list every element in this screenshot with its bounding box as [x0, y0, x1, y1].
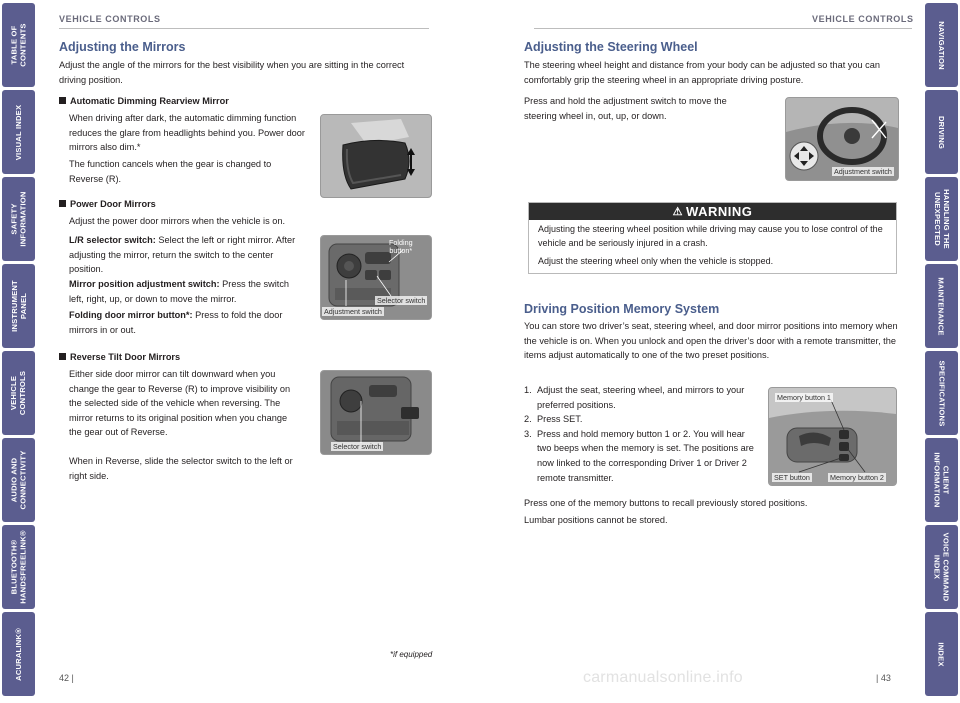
tab-visual-index[interactable]: VISUAL INDEX — [2, 90, 35, 174]
step-text: Press SET. — [537, 414, 583, 425]
auto-dim-heading: Automatic Dimming Rearview Mirror — [59, 96, 229, 106]
tab-navigation[interactable]: NAVIGATION — [925, 3, 958, 87]
memory-recall-text: Press one of the memory buttons to recall previously stored positions. — [524, 498, 808, 508]
steering-wheel-image — [785, 97, 899, 181]
folding-button-text: Press to fold the door mirrors in or out. — [69, 310, 283, 335]
tab-vehicle-controls[interactable]: VEHICLE CONTROLS — [2, 351, 35, 435]
tab-table-of-contents[interactable]: TABLE OF CONTENTS — [2, 3, 35, 87]
power-mirrors-heading: Power Door Mirrors — [59, 199, 156, 209]
tab-safety-information[interactable]: SAFETY INFORMATION — [2, 177, 35, 261]
tab-acuralink[interactable]: ACURALINK® — [2, 612, 35, 696]
steering-intro: The steering wheel height and distance from your body can be adjusted so that you can comfortably grip the steering wheel in an appropriate driving posture. — [524, 60, 880, 85]
rearview-mirror-drawing — [321, 115, 431, 197]
tab-audio-connectivity[interactable]: AUDIO AND CONNECTIVITY — [2, 438, 35, 522]
folding-button-label: Folding door mirror button*: — [69, 310, 193, 320]
mirror-switch-image — [320, 235, 432, 320]
lr-selector-label: L/R selector switch: — [69, 235, 156, 245]
folding-button-caption: Folding button* — [389, 238, 413, 255]
tab-driving[interactable]: DRIVING — [925, 90, 958, 174]
steering-title: Adjusting the Steering Wheel — [524, 40, 698, 54]
reverse-tilt-slide-text: When in Reverse, slide the selector switch to the left or right side. — [69, 456, 293, 481]
if-equipped-footnote: *if equipped — [390, 650, 433, 659]
step-text: Press and hold memory button 1 or 2. You will hear two beeps when the memory is set. The positions are now linked to the corresponding Driver 1 or Driver 2 remote transmitter. — [537, 428, 754, 483]
memory-step — [524, 412, 754, 427]
memory-title: Driving Position Memory System — [524, 302, 720, 316]
left-head-rule — [59, 28, 429, 29]
warning-label: WARNING — [686, 204, 753, 219]
right-page-number: | 43 — [876, 673, 891, 683]
left-page-number: 42 | — [59, 673, 74, 683]
tab-client-information[interactable]: CLIENT INFORMATION — [925, 438, 958, 522]
warning-text: Adjusting the steering wheel position while driving may cause you to lose control of the vehicle and be seriously injured in a crash. — [538, 224, 883, 248]
tab-instrument-panel[interactable]: INSTRUMENT PANEL — [2, 264, 35, 348]
auto-dim-cancel-text: The function cancels when the gear is changed to Reverse (R). — [69, 159, 272, 184]
lumbar-text: Lumbar positions cannot be stored. — [524, 515, 668, 525]
tab-index[interactable]: INDEX — [925, 612, 958, 696]
step-text: Adjust the seat, steering wheel, and mirrors to your preferred positions. — [537, 385, 745, 410]
reverse-tilt-image — [320, 370, 432, 455]
mirrors-title: Adjusting the Mirrors — [59, 40, 186, 54]
lr-selector-text: Select the left or right mirror. After adjusting the mirror, return the switch to the center position. — [69, 235, 296, 275]
lr-selector-desc — [69, 233, 301, 277]
mirror-position-text: Press the switch left, right, up, or down to move the mirror. — [69, 279, 290, 304]
memory-buttons-image — [768, 387, 897, 486]
reverse-tilt-heading: Reverse Tilt Door Mirrors — [59, 352, 180, 362]
tab-bluetooth-handsfreelink[interactable]: BLUETOOTH® HANDSFREELINK® — [2, 525, 35, 609]
reverse-selector-caption: Selector switch — [333, 442, 382, 451]
memory-button-2-caption: Memory button 2 — [830, 473, 884, 482]
tab-maintenance[interactable]: MAINTENANCE — [925, 264, 958, 348]
warning-bar — [529, 203, 896, 220]
steering-press-text: Press and hold the adjustment switch to move the steering wheel in, out, up, or down. — [524, 96, 727, 121]
memory-step — [524, 383, 754, 412]
warning-triangle-icon: ⚠ — [672, 206, 684, 218]
steering-adjustment-caption: Adjustment switch — [834, 167, 892, 176]
watermark: carmanualsonline.info — [583, 669, 743, 686]
tab-handling-unexpected[interactable]: HANDLING THE UNEXPECTED — [925, 177, 958, 261]
warning-text-stop: Adjust the steering wheel only when the vehicle is stopped. — [538, 256, 774, 266]
selector-switch-caption: Selector switch — [377, 296, 426, 305]
mirror-position-label: Mirror position adjustment switch: — [69, 279, 220, 289]
reverse-tilt-text: Either side door mirror can tilt downward when you change the gear to Reverse (R) to improve visibility on the selected side of the vehicle when reversing. The mirror returns to its original position when you change the gear out of Reverse. — [69, 369, 291, 438]
adjustment-switch-caption: Adjustment switch — [324, 307, 382, 316]
tab-specifications[interactable]: SPECIFICATIONS — [925, 351, 958, 435]
step-number: 2. — [524, 414, 532, 425]
warning-box — [528, 202, 897, 274]
left-running-head: VEHICLE CONTROLS — [59, 14, 161, 24]
power-mirrors-text: Adjust the power door mirrors when the vehicle is on. — [69, 216, 286, 226]
auto-dim-text: When driving after dark, the automatic dimming function reduces the glare from headlights behind you. Power door mirrors also dim.* — [69, 113, 305, 153]
right-running-head: VEHICLE CONTROLS — [812, 14, 914, 24]
memory-step — [524, 427, 754, 485]
memory-buttons-drawing — [769, 388, 896, 485]
mirrors-intro: Adjust the angle of the mirrors for the best visibility when you are sitting in the correct driving position. — [59, 60, 405, 85]
step-number: 3. — [524, 428, 532, 439]
folding-button-desc — [69, 308, 301, 337]
tab-voice-command-index[interactable]: VOICE COMMAND INDEX — [925, 525, 958, 609]
step-number: 1. — [524, 385, 532, 395]
mirror-position-desc — [69, 277, 301, 306]
rearview-mirror-image — [320, 114, 432, 198]
memory-steps — [524, 383, 754, 485]
memory-button-1-caption: Memory button 1 — [777, 393, 831, 402]
right-tab-rail — [923, 0, 960, 703]
left-tab-rail — [0, 0, 37, 703]
memory-intro: You can store two driver’s seat, steering wheel, and door mirror positions into memory when the vehicle is on. When you unlock and open the driver’s door with a remote transmitter, the items adjust automatically to one of the two preset positions. — [524, 321, 898, 361]
right-head-rule — [534, 28, 912, 29]
set-button-caption: SET button — [774, 473, 810, 482]
